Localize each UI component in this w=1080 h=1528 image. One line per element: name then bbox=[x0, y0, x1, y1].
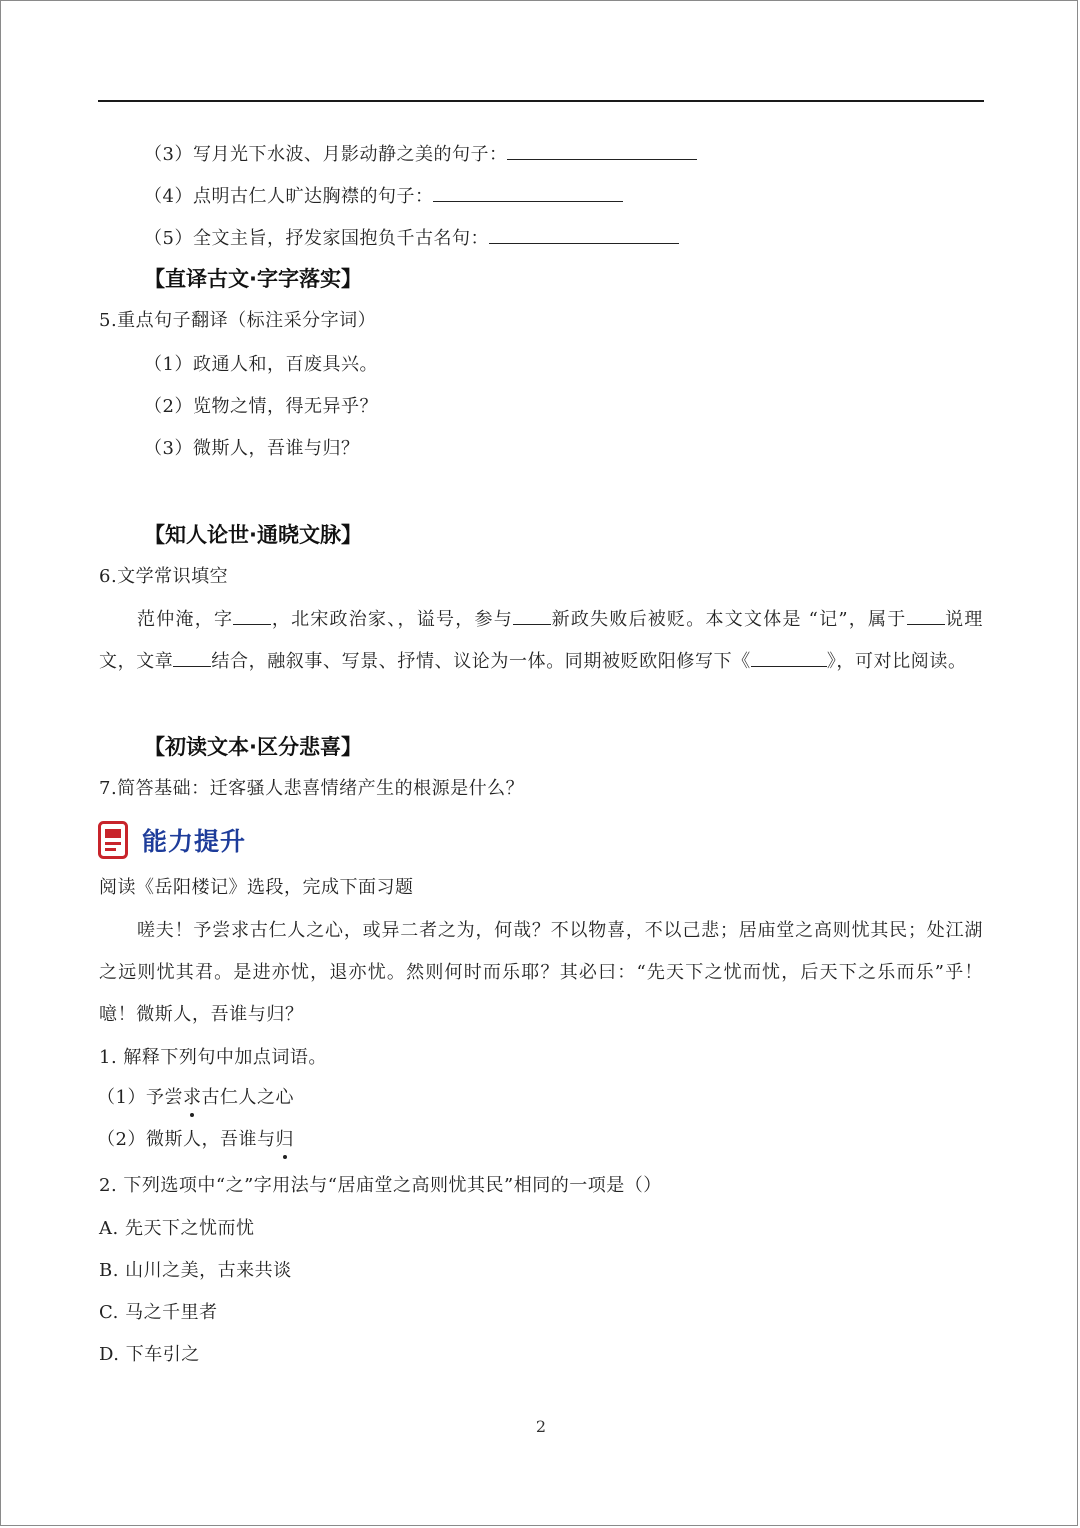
header-rule bbox=[98, 100, 984, 102]
literature-seg: 新政失败后被贬。本文文体是 “记”，属于 bbox=[550, 609, 907, 630]
literature-seg: 结合，融叙事、写景、抒情、议论为一体。同期被贬欧阳修写下《 bbox=[211, 651, 751, 672]
translate-item-2: （2）览物之情，得无异乎？ bbox=[144, 396, 378, 417]
answer-blank bbox=[507, 141, 697, 160]
ability-question-1-a bbox=[97, 1086, 294, 1110]
firstread-header: 【初读文本·区分悲喜】 bbox=[144, 735, 362, 759]
translate-header: 【直译古文·字字落实】 bbox=[144, 267, 362, 291]
answer-blank bbox=[513, 606, 551, 625]
answer-blank bbox=[433, 183, 623, 202]
question-6: 6.文学常识填空 bbox=[99, 566, 229, 587]
recite-item-5 bbox=[144, 225, 679, 251]
question-7: 7.简答基础：迁客骚人悲喜情绪产生的根源是什么？ bbox=[99, 778, 525, 799]
recite-item-4-text: （4）点明古仁人旷达胸襟的句子： bbox=[144, 186, 434, 207]
literature-fill-paragraph bbox=[99, 599, 983, 683]
q1a-prefix: （1）予尝 bbox=[97, 1087, 183, 1108]
answer-blank bbox=[907, 606, 945, 625]
literature-seg: 》，可对比阅读。 bbox=[826, 651, 967, 672]
dotted-word: 求 bbox=[182, 1087, 202, 1108]
answer-blank bbox=[233, 606, 271, 625]
ability-question-2: 2. 下列选项中“之”字用法与“居庙堂之高则忧其民”相同的一项是（） bbox=[99, 1175, 662, 1196]
option-b: B. 山川之美，古来共谈 bbox=[99, 1260, 292, 1281]
option-c: C. 马之千里者 bbox=[99, 1302, 218, 1323]
ability-title: 能力提升 bbox=[142, 827, 247, 856]
recite-item-3 bbox=[144, 141, 697, 167]
question-5: 5.重点句子翻译（标注采分字词） bbox=[99, 310, 377, 331]
q1b-prefix: （2）微斯人，吾谁与 bbox=[97, 1129, 276, 1150]
ability-question-1-b bbox=[97, 1128, 294, 1152]
literature-seg: 范仲淹，字 bbox=[137, 609, 234, 630]
reading-passage bbox=[99, 910, 983, 1036]
translate-item-3: （3）微斯人，吾谁与归？ bbox=[144, 438, 360, 459]
document-icon bbox=[98, 821, 128, 859]
recite-item-3-text: （3）写月光下水波、月影动静之美的句子： bbox=[144, 144, 508, 165]
literature-seg: ，北宋政治家、，谥号，参与 bbox=[271, 609, 513, 630]
reading-intro: 阅读《岳阳楼记》选段，完成下面习题 bbox=[99, 877, 414, 898]
ability-question-1: 1. 解释下列句中加点词语。 bbox=[99, 1047, 327, 1068]
page-number: 2 bbox=[535, 1417, 547, 1436]
answer-blank bbox=[751, 648, 827, 667]
recite-item-4 bbox=[144, 183, 623, 209]
answer-blank bbox=[173, 648, 211, 667]
reading-passage-text: 嗟夫！予尝求古仁人之心，或异二者之为，何哉？不以物喜，不以己悲；居庙堂之高则忧其民；处江湖之远则忧其君。是进亦忧，退亦忧。然则何时而乐耶？其必曰：“先天下之忧而忧，后天下之乐而乐”乎！噫！微斯人，吾谁与归？ bbox=[99, 920, 983, 1025]
ability-section-heading bbox=[98, 819, 246, 861]
translate-item-1: （1）政通人和，百废具兴。 bbox=[144, 354, 378, 375]
dotted-word: 归 bbox=[275, 1129, 294, 1150]
recite-item-5-text: （5）全文主旨，抒发家国抱负千古名句： bbox=[144, 228, 489, 249]
option-a: A. 先天下之忧而忧 bbox=[99, 1218, 255, 1239]
literature-header: 【知人论世·通晓文脉】 bbox=[144, 523, 362, 547]
q1a-suffix: 古仁人之心 bbox=[201, 1087, 294, 1108]
answer-blank bbox=[489, 225, 679, 244]
option-d: D. 下车引之 bbox=[99, 1344, 200, 1365]
literature-seg: 说理文，文章 bbox=[99, 609, 984, 672]
